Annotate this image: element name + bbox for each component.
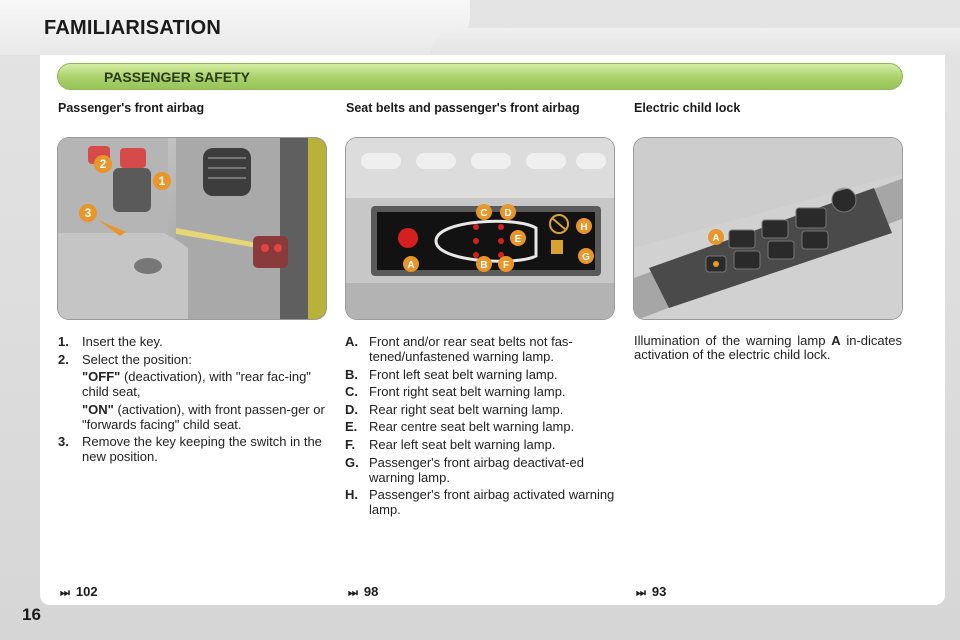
lamp-label-g: G bbox=[582, 252, 590, 263]
section-title: FAMILIARISATION bbox=[44, 17, 222, 39]
lamp-item-c bbox=[345, 384, 617, 399]
lamp-label-a: A bbox=[407, 260, 415, 271]
lamp-letter: A. bbox=[345, 334, 358, 349]
lamp-text: Rear right seat belt warning lamp. bbox=[369, 401, 564, 417]
page-number: 16 bbox=[22, 605, 41, 624]
lamp-letter: F. bbox=[345, 436, 356, 452]
page-reference-child-lock[interactable] bbox=[636, 584, 666, 600]
step-number: 2. bbox=[58, 351, 69, 367]
option-text: (deactivation), with "rear fac-ing" child seat, bbox=[82, 369, 311, 400]
option-off bbox=[58, 369, 328, 399]
lamp-text: Front and/or rear seat belts not fas-tened/unfastened warning lamp. bbox=[369, 334, 573, 364]
skip-arrow-icon: ⏭ bbox=[348, 587, 358, 599]
door-switch-panel-illustration bbox=[633, 137, 903, 320]
reference-page: 98 bbox=[363, 584, 379, 599]
lamp-label-b: B bbox=[480, 260, 488, 271]
lamp-letter: H. bbox=[345, 487, 358, 503]
page-reference-seatbelts[interactable] bbox=[348, 584, 378, 600]
step-number: 1. bbox=[58, 334, 69, 349]
step-3 bbox=[58, 434, 328, 464]
lamp-text: Rear left seat belt warning lamp. bbox=[369, 436, 556, 452]
page-header bbox=[0, 0, 960, 58]
step-text: Insert the key. bbox=[82, 334, 163, 349]
lamp-letter: E. bbox=[345, 419, 358, 435]
figure-label-3: 3 bbox=[84, 206, 92, 220]
lamp-item-b bbox=[345, 367, 617, 382]
lamp-text: Passenger's front airbag activated warning lamp. bbox=[369, 487, 615, 518]
lamp-letter: C. bbox=[345, 384, 358, 400]
step-2 bbox=[58, 352, 328, 367]
lamp-item-e bbox=[345, 419, 617, 434]
step-text: Remove the key keeping the switch in the new position. bbox=[82, 434, 322, 465]
warning-lamp-panel-illustration bbox=[345, 137, 615, 320]
lamp-text: Front right seat belt warning lamp. bbox=[369, 384, 566, 400]
option-keyword: "ON" bbox=[82, 401, 114, 417]
lamp-item-d bbox=[345, 402, 617, 417]
figure-label-1: 1 bbox=[158, 174, 166, 188]
lamp-label-c: C bbox=[480, 208, 488, 219]
banner-title: PASSENGER SAFETY bbox=[104, 69, 250, 85]
lamp-label-f: F bbox=[502, 260, 510, 271]
lamp-item-g bbox=[345, 455, 617, 485]
topic-banner bbox=[57, 63, 903, 90]
lamp-label-d: D bbox=[504, 208, 512, 219]
child-lock-description bbox=[634, 334, 902, 362]
lamp-letter: G. bbox=[345, 454, 359, 470]
skip-arrow-icon: ⏭ bbox=[60, 587, 70, 599]
warning-lamp-list bbox=[345, 334, 617, 520]
option-text: (activation), with front passen-ger or "forwards facing" child seat. bbox=[82, 401, 325, 432]
skip-arrow-icon: ⏭ bbox=[636, 587, 646, 599]
page-reference-airbag[interactable] bbox=[60, 584, 98, 600]
column-heading-seatbelts: Seat belts and passenger's front airbag bbox=[346, 101, 580, 115]
step-number: 3. bbox=[58, 434, 69, 450]
step-text: Select the position: bbox=[82, 351, 192, 367]
airbag-switch-illustration bbox=[57, 137, 327, 320]
airbag-steps-list bbox=[58, 334, 328, 467]
description-text: in-dicates activation of the electric child lock. bbox=[634, 333, 902, 362]
description-text: Illumination of the warning lamp bbox=[634, 333, 832, 348]
lamp-item-f bbox=[345, 437, 617, 452]
reference-page: 102 bbox=[75, 584, 98, 599]
lamp-text: Front left seat belt warning lamp. bbox=[369, 366, 558, 382]
option-on bbox=[58, 402, 328, 432]
lamp-label-h: H bbox=[580, 222, 588, 233]
lamp-text: Passenger's front airbag deactivat-ed warning lamp. bbox=[369, 454, 584, 485]
lamp-item-a bbox=[345, 334, 617, 364]
lamp-item-h bbox=[345, 487, 617, 517]
lamp-letter: B. bbox=[345, 366, 358, 382]
option-keyword: "OFF" bbox=[82, 369, 121, 385]
lamp-label-e: E bbox=[514, 234, 522, 245]
lock-label-a: A bbox=[712, 233, 720, 244]
reference-page: 93 bbox=[651, 584, 667, 599]
step-1 bbox=[58, 334, 328, 349]
lamp-letter: A bbox=[831, 333, 841, 348]
header-strip bbox=[430, 28, 960, 58]
lamp-letter: D. bbox=[345, 401, 358, 417]
figure-label-2: 2 bbox=[99, 157, 107, 171]
column-heading-child-lock: Electric child lock bbox=[634, 101, 741, 115]
column-heading-airbag: Passenger's front airbag bbox=[58, 101, 205, 115]
lamp-text: Rear centre seat belt warning lamp. bbox=[369, 419, 575, 435]
